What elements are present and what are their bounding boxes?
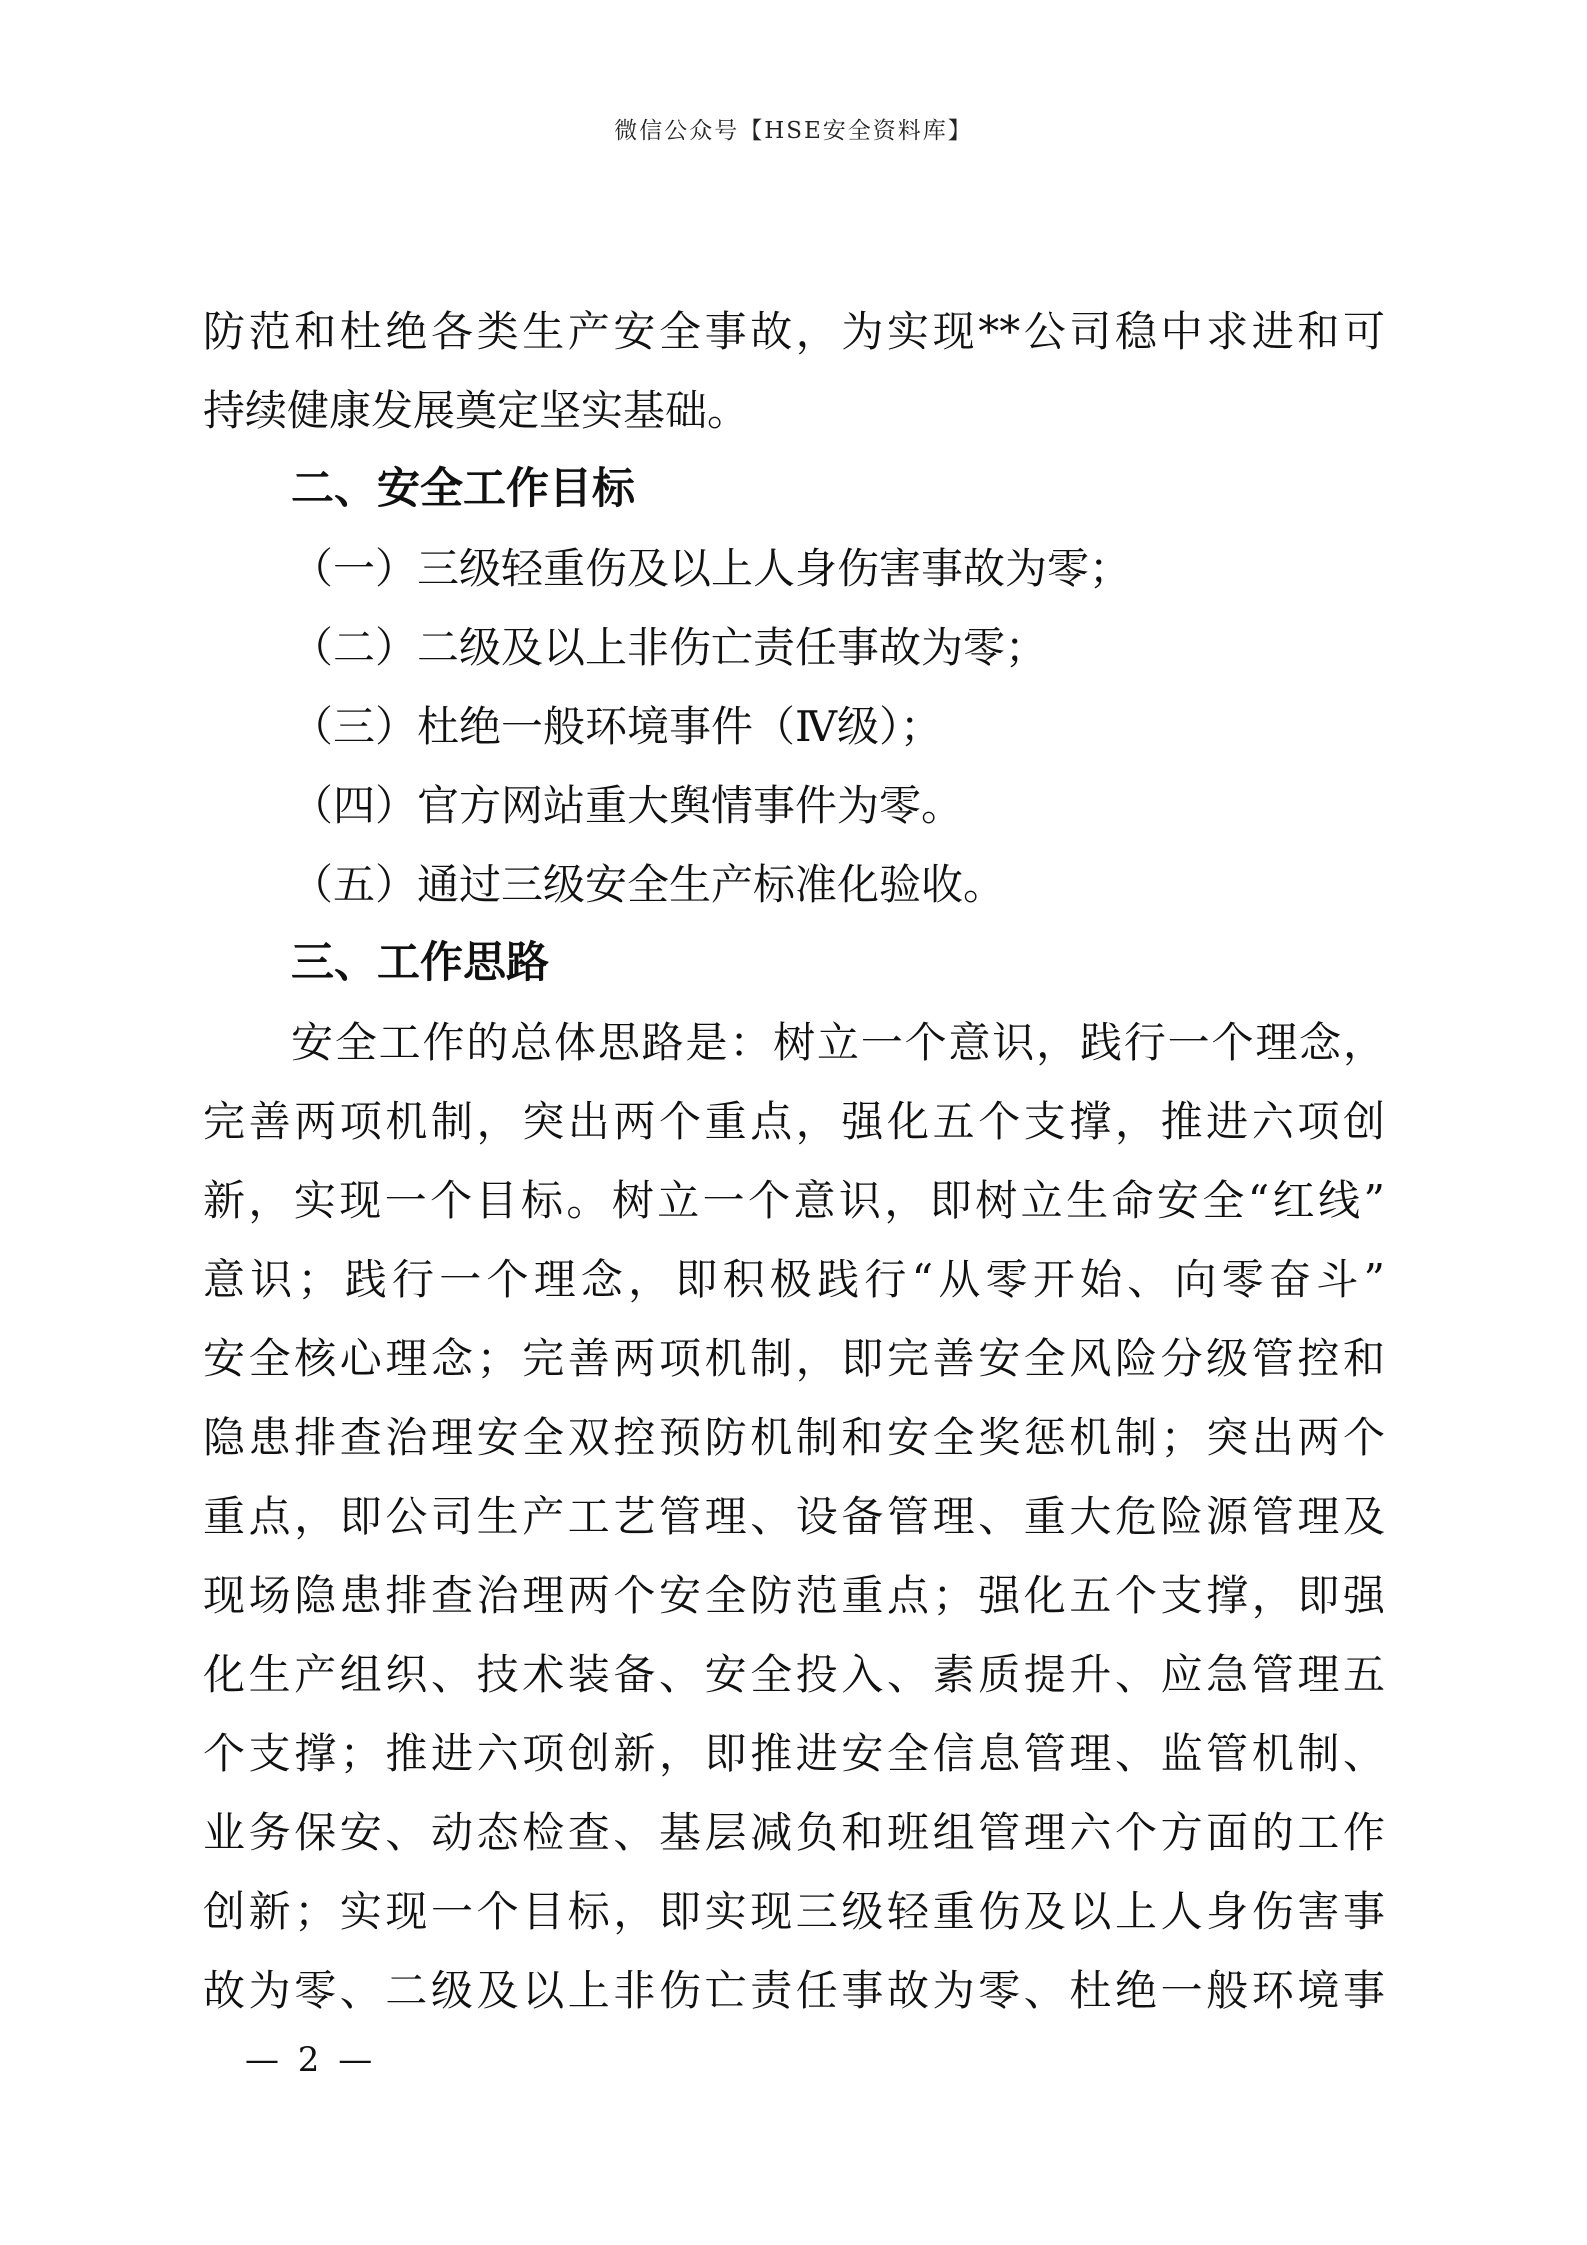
continuation-line: 持续健康发展奠定坚实基础。	[203, 386, 750, 435]
paragraph-line: 安全核心理念；完善两项机制，即完善安全风险分级管控和	[203, 1334, 1385, 1383]
page-number: — 2 —	[245, 2040, 377, 2080]
paragraph-line: 故为零、二级及以上非伤亡责任事故为零、杜绝一般环境事	[203, 1966, 1385, 2015]
paragraph-line: 业务保安、动态检查、基层减负和班组管理六个方面的工作	[203, 1808, 1385, 1857]
paragraph-line: 安全工作的总体思路是：树立一个意识，践行一个理念，	[291, 1018, 1385, 1067]
paragraph-line: 个支撑；推进六项创新，即推进安全信息管理、监管机制、	[203, 1729, 1385, 1778]
goal-item: （一）三级轻重伤及以上人身伤害事故为零；	[291, 544, 1132, 593]
goal-item: （四）官方网站重大舆情事件为零。	[291, 781, 964, 830]
goal-item: （二）二级及以上非伤亡责任事故为零；	[291, 623, 1048, 672]
paragraph-line: 现场隐患排查治理两个安全防范重点；强化五个支撑，即强	[203, 1571, 1385, 1620]
goal-item: （五）通过三级安全生产标准化验收。	[291, 860, 1006, 909]
paragraph-line: 隐患排查治理安全双控预防机制和安全奖惩机制；突出两个	[203, 1413, 1385, 1462]
paragraph-line: 重点，即公司生产工艺管理、设备管理、重大危险源管理及	[203, 1492, 1385, 1541]
paragraph-line: 意识；践行一个理念，即积极践行“从零开始、向零奋斗”	[203, 1255, 1385, 1304]
page-header: 微信公众号【HSE安全资料库】	[614, 118, 973, 144]
goal-item: （三）杜绝一般环境事件（Ⅳ级）；	[291, 702, 942, 751]
section-heading-goals: 二、安全工作目标	[291, 464, 635, 514]
paragraph-line: 完善两项机制，突出两个重点，强化五个支撑，推进六项创	[203, 1097, 1385, 1146]
paragraph-line: 新，实现一个目标。树立一个意识，即树立生命安全“红线”	[203, 1176, 1385, 1225]
continuation-line: 防范和杜绝各类生产安全事故，为实现**公司稳中求进和可	[203, 307, 1385, 356]
paragraph-line: 创新；实现一个目标，即实现三级轻重伤及以上人身伤害事	[203, 1887, 1385, 1936]
section-heading-approach: 三、工作思路	[291, 938, 549, 988]
paragraph-line: 化生产组织、技术装备、安全投入、素质提升、应急管理五	[203, 1650, 1385, 1699]
document-body	[203, 292, 1385, 2030]
